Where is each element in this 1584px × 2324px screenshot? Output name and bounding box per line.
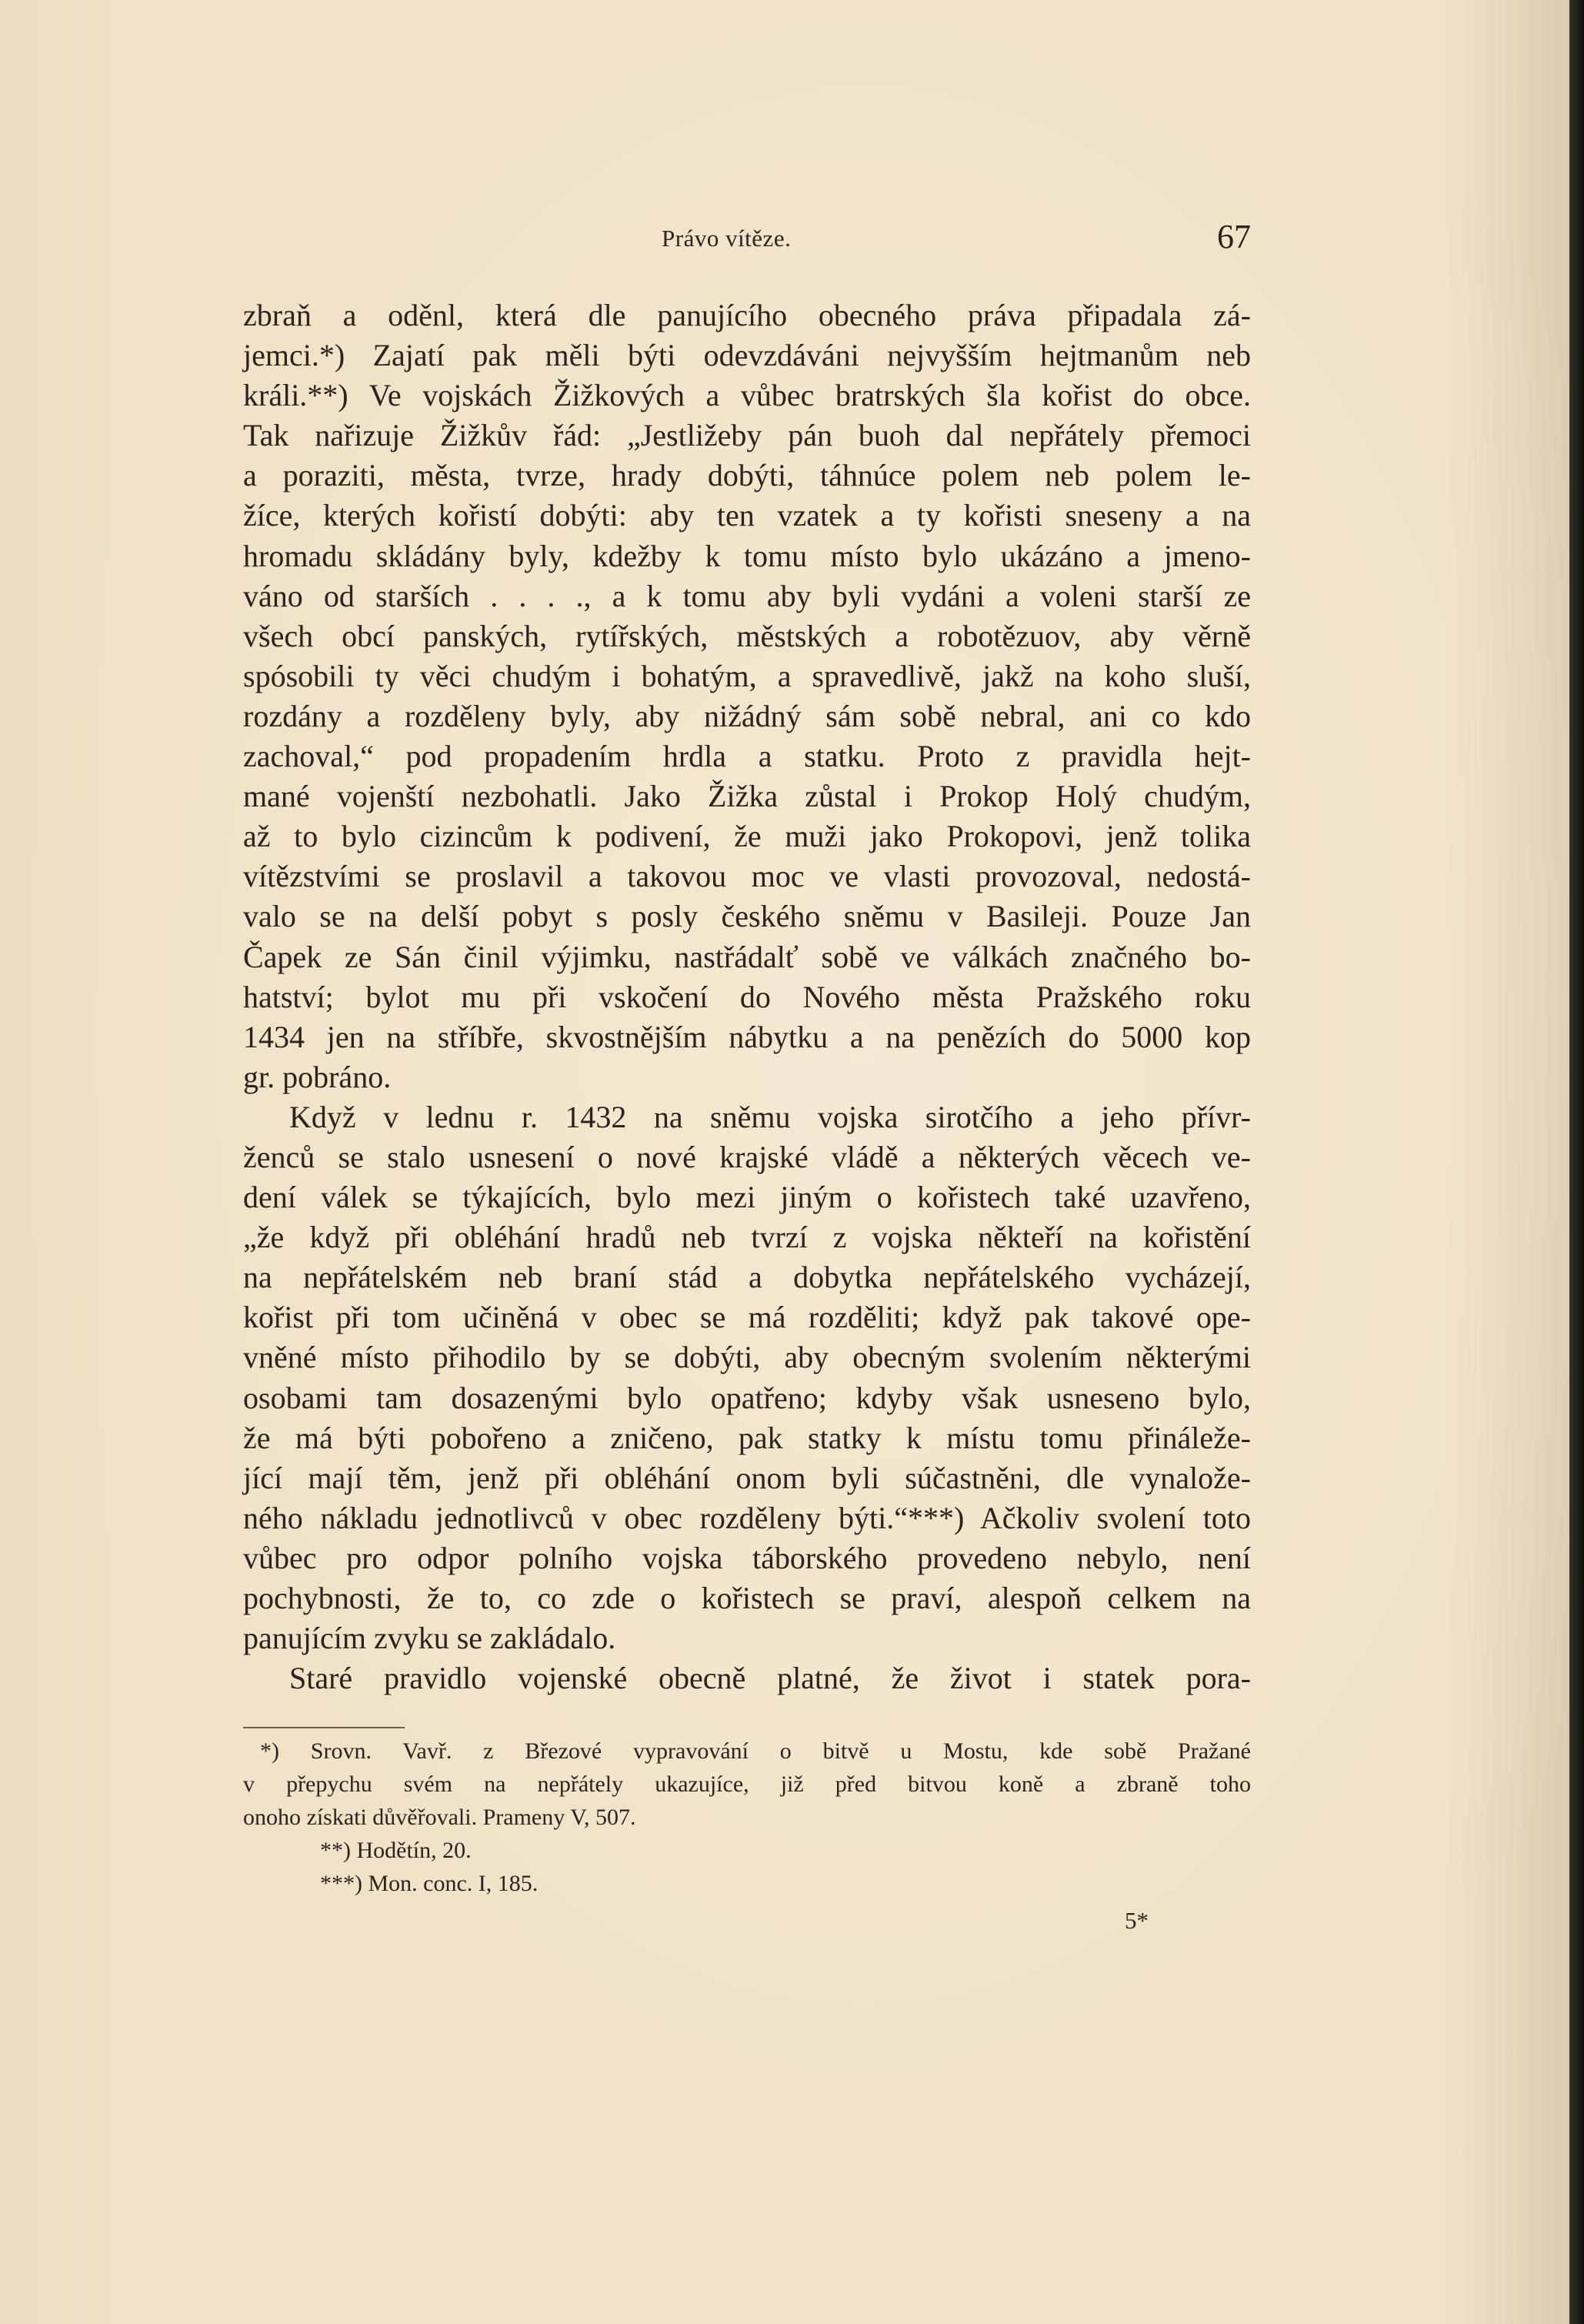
text-line: jící mají těm, jenž při obléhání onom byli súčastněni, dle vynalože- — [243, 1460, 1251, 1495]
footnote-divider — [243, 1727, 405, 1728]
text-line: na nepřátelském neb braní stád a dobytka nepřátelského vycházejí, — [243, 1260, 1251, 1295]
text-line: Tak nařizuje Žižkův řád: „Jestližeby pán buoh dal nepřátely přemoci — [243, 418, 1251, 453]
text-line: jemci.*) Zajatí pak měli býti odevzdáváni nejvyšším hejtmanům neb — [243, 338, 1251, 373]
text-line: kořist při tom učiněná v obec se má rozděliti; když pak takové ope- — [243, 1300, 1251, 1335]
text-line: vůbec pro odpor polního vojska táborského provedeno nebylo, není — [243, 1540, 1251, 1575]
text-line: osobami tam dosazenými bylo opatřeno; kdyby však usneseno bylo, — [243, 1380, 1251, 1415]
body-text — [243, 296, 1251, 1698]
page-number: 67 — [1217, 218, 1251, 255]
text-line: gr. pobráno. — [243, 1059, 392, 1094]
text-line: ženců se stalo usnesení o nové krajské vládě a některých věcech ve- — [243, 1139, 1251, 1174]
footnote-line: v přepychu svém na nepřátely ukazujíce, již před bitvou koně a zbraně toho — [243, 1771, 1251, 1797]
text-line: vítězstvími se proslavil a takovou moc ve vlasti provozoval, nedostá- — [243, 859, 1251, 894]
text-line: Čapek ze Sán činil výjimku, nastřádalť sobě ve válkách značného bo- — [243, 939, 1251, 974]
text-line: až to bylo cizincům k podivení, že muži jako Prokopovi, jenž tolika — [243, 819, 1251, 854]
text-line: dení válek se týkajících, bylo mezi jiným o kořistech také uzavřeno, — [243, 1180, 1251, 1215]
text-line: všech obcí panských, rytířských, městských a robotězuov, aby věrně — [243, 618, 1251, 653]
text-line: pochybnosti, že to, co zde o kořistech se praví, alespoň celkem na — [243, 1581, 1251, 1615]
text-line: váno od starších . . . ., a k tomu aby byli vydáni a voleni starší ze — [243, 578, 1251, 613]
text-line: spósobili ty věci chudým i bohatým, a spravedlivě, jakž na koho sluší, — [243, 658, 1251, 693]
signature-mark: 5* — [1125, 1907, 1149, 1934]
text-line: Staré pravidlo vojenské obecně platné, že život i statek pora- — [289, 1661, 1251, 1696]
text-line: valo se na delší pobyt s posly českého sněmu v Basileji. Pouze Jan — [243, 899, 1251, 934]
text-line: žíce, kterých kořistí dobýti: aby ten vzatek a ty kořisti sneseny a na — [243, 498, 1251, 533]
footnote-line: ***) Mon. conc. I, 185. — [320, 1871, 539, 1896]
text-line: mané vojenští nezbohatli. Jako Žižka zůstal i Prokop Holý chudým, — [243, 779, 1251, 814]
text-line: a poraziti, města, tvrze, hrady dobýti, táhnúce polem neb polem le- — [243, 458, 1251, 493]
text-line: rozdány a rozděleny byly, aby nižádný sám sobě nebral, ani co kdo — [243, 698, 1251, 733]
page-edge — [1569, 0, 1584, 2324]
text-line: zbraň a oděnl, která dle panujícího obecného práva připadala zá- — [243, 298, 1251, 332]
footnote-line: **) Hodětín, 20. — [320, 1838, 472, 1863]
text-line: vněné místo přihodilo by se dobýti, aby obecným svolením některými — [243, 1340, 1251, 1375]
footnotes — [243, 1735, 1251, 1900]
text-line: že má býti pobořeno a zničeno, pak statky k místu tomu přináleže- — [243, 1420, 1251, 1455]
text-line: ného nákladu jednotlivců v obec rozděleny býti.“***) Ačkoliv svolení toto — [243, 1500, 1251, 1535]
footnote-line: onoho získati důvěřovali. Prameny V, 507. — [243, 1805, 636, 1830]
footnote-line: *) Srovn. Vavř. z Březové vypravování o bitvě u Mostu, kde sobě Pražané — [260, 1738, 1251, 1764]
text-line: 1434 jen na stříbře, skvostnějším nábytku a na penězích do 5000 kop — [243, 1019, 1251, 1054]
running-title: Právo vítěze. — [662, 225, 792, 252]
text-line: zachoval,“ pod propadením hrdla a statku. Proto z pravidla hejt- — [243, 739, 1251, 774]
text-line: „že když při obléhání hradů neb tvrzí z vojska někteří na kořistění — [243, 1220, 1251, 1255]
running-head — [243, 217, 1251, 263]
text-line: hromadu skládány byly, kdežby k tomu místo bylo ukázáno a jmeno- — [243, 538, 1251, 573]
text-line: panujícím zvyku se zakládalo. — [243, 1621, 616, 1656]
text-line: hatství; bylot mu při vskočení do Nového města Pražského roku — [243, 979, 1251, 1014]
text-line: králi.**) Ve vojskách Žižkových a vůbec bratrských šla kořist do obce. — [243, 378, 1251, 413]
text-line: Když v lednu r. 1432 na sněmu vojska sirotčího a jeho přívr- — [289, 1099, 1251, 1134]
